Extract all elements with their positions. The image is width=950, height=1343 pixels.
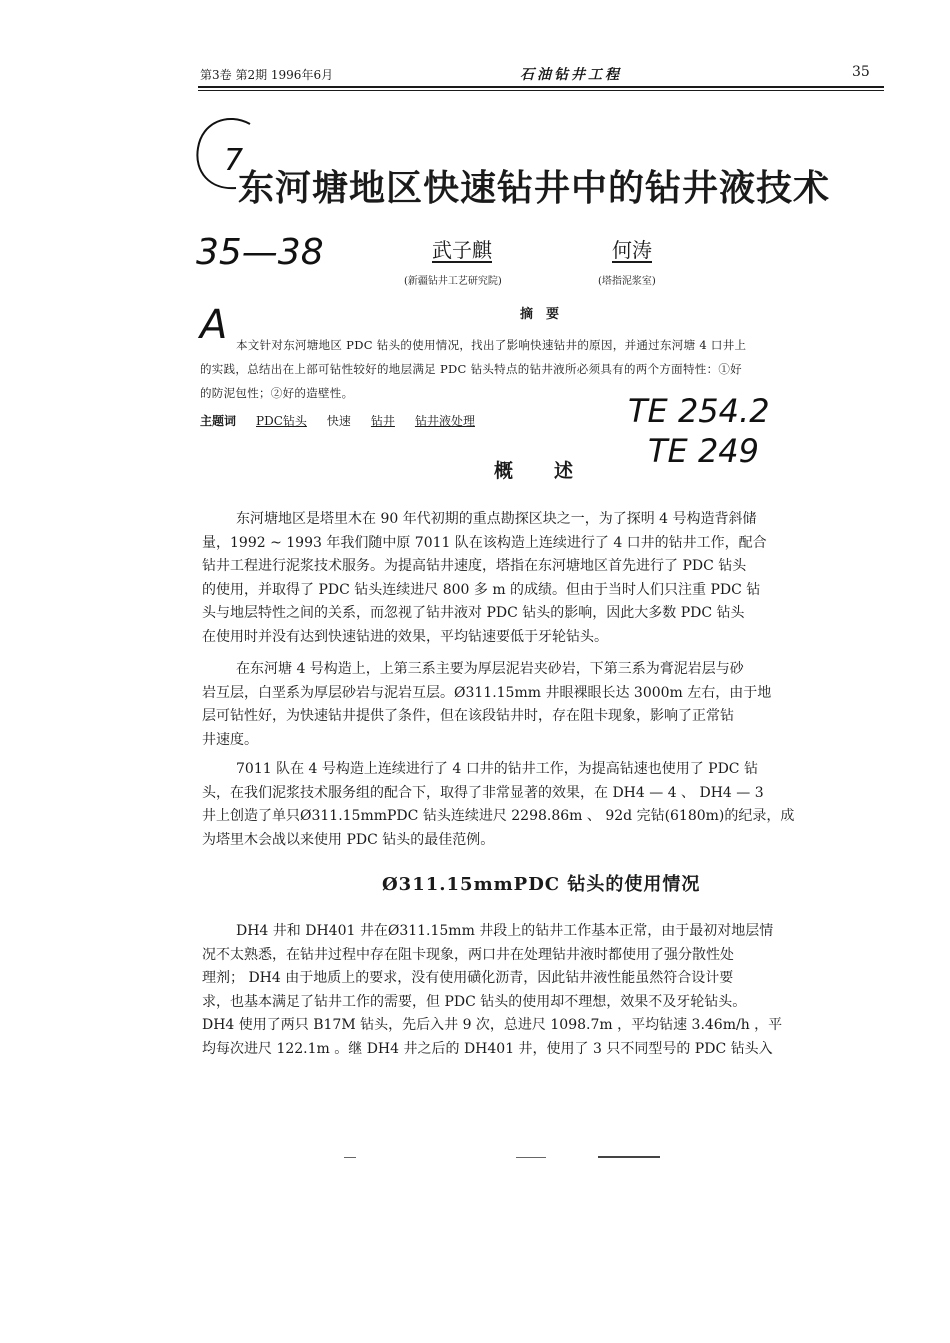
handwritten-class-code-1: TE 254.2 [628,392,770,430]
header-journal-name: 石油钻井工程 [520,67,622,83]
handwritten-page-range: 35—38 [196,232,324,273]
keyword-1: PDC钻头 [256,414,307,428]
scan-artifact [516,1157,546,1158]
article-title: 东河塘地区快速钻井中的钻井液技术 [238,168,831,209]
text-line: DH4 使用了两只 B17M 钻头，先后入井 9 次，总进尺 1098.7m ，平均钻速 3.46m/h ，平 [202,1017,783,1033]
keywords-row [200,412,475,429]
header-rule [198,86,884,88]
author-affiliation-1: (新疆钻井工艺研究院) [404,276,502,287]
text-line: 在使用时并没有达到快速钻进的效果，平均钻速要低于牙轮钻头。 [202,628,608,645]
text-line: 的使用，并取得了 PDC 钻头连续进尺 800 多 m 的成绩。但由于当时人们只注重 PDC 钻 [202,581,761,598]
text-line: 在东河塘 4 号构造上，上第三系主要为厚层泥岩夹砂岩，下第三系为膏泥岩层与砂 [236,661,744,677]
section-heading: Ø311.15mmPDC 钻头的使用情况 [382,874,701,895]
text-line: 岩互层，白垩系为厚层砂岩与泥岩互层。Ø311.15mm 井眼裸眼长达 3000m 左右，由于地 [202,684,772,701]
abstract-line-1: 本文针对东河塘地区 PDC 钻头的使用情况，找出了影响快速钻井的原因，并通过东河塘 4 口井上 [236,338,747,352]
header-page-number: 35 [852,64,870,80]
abstract-line-2: 的实践，总结出在上部可钻性较好的地层满足 PDC 钻头特点的钻井液所必须具有的两个方面特性：①好 [200,362,742,376]
text-line: 层可钻性好，为快速钻井提供了条件，但在该段钻井时，存在阻卡现象，影响了正常钻 [202,708,734,724]
handwritten-mark-a: A [200,302,228,348]
keywords-label: 主题词 [200,414,237,428]
text-line: 井上创造了单只Ø311.15mmPDC 钻头连续进尺 2298.86m 、 92d 完钻(6180m)的纪录，成 [202,808,795,824]
text-line: 为塔里木会战以来使用 PDC 钻头的最佳范例。 [202,831,495,848]
text-line: 理剂； DH4 由于地质上的要求，没有使用磺化沥青，因此钻井液性能虽然符合设计要 [202,970,734,986]
text-line: 头与地层特性之间的关系，而忽视了钻井液对 PDC 钻头的影响，因此大多数 PDC 钻头 [202,605,745,621]
text-line: 井速度。 [202,731,258,748]
author-affiliation-2: (塔指泥浆室) [598,276,656,287]
text-line: 东河塘地区是塔里木在 90 年代初期的重点勘探区块之一，为了探明 4 号构造背斜储 [236,511,757,527]
keyword-3: 钻井 [370,414,395,428]
abstract-heading: 摘 要 [520,307,560,322]
text-line: 7011 队在 4 号构造上连续进行了 4 口井的钻井工作，为提高钻速也使用了 PDC 钻 [236,761,758,777]
scan-artifact [598,1156,660,1158]
text-line: 求，也基本满足了钻井工作的需要，但 PDC 钻头的使用却不理想，效果不及牙轮钻头。 [202,993,747,1010]
author-name-1: 武子麒 [432,238,492,262]
scan-artifact [344,1157,356,1158]
overview-paragraph-2 [202,658,886,752]
author-name-2: 何涛 [612,238,652,262]
overview-paragraph-1 [202,508,886,649]
text-line: DH4 井和 DH401 井在Ø311.15mm 井段上的钻井工作基本正常，由于最初对地层情 [236,923,774,939]
text-line: 头，在我们泥浆技术服务组的配合下，取得了非常显著的效果，在 DH4 — 4 、 DH4 — 3 [202,784,764,801]
handwritten-class-code-2: TE 249 [648,432,760,470]
keyword-4: 钻井液处理 [414,414,475,428]
text-line: 量，1992 ~ 1993 年我们随中原 7011 队在该构造上连续进行了 4 口井的钻井工作，配合 [202,534,767,551]
overview-paragraph-3 [202,758,886,852]
section-paragraph [202,920,886,1061]
header-rule-thin [198,90,884,91]
handwritten-circled-number: 7 [224,143,244,178]
text-line: 均每次进尺 122.1m 。继 DH4 井之后的 DH401 井，使用了 3 只不同型号的 PDC 钻头入 [202,1040,773,1057]
overview-heading: 概 述 [494,460,575,482]
text-line: 钻井工程进行泥浆技术服务。为提高钻井速度，塔指在东河塘地区首先进行了 PDC 钻头 [202,558,747,574]
abstract-line-3: 的防泥包性；②好的造壁性。 [200,386,354,400]
header-volume-info: 第3卷 第2期 1996年6月 [200,68,334,82]
text-line: 况不太熟悉，在钻井过程中存在阻卡现象，两口井在处理钻井液时都使用了强分散性处 [202,946,734,963]
keyword-2: 快速 [326,414,351,428]
